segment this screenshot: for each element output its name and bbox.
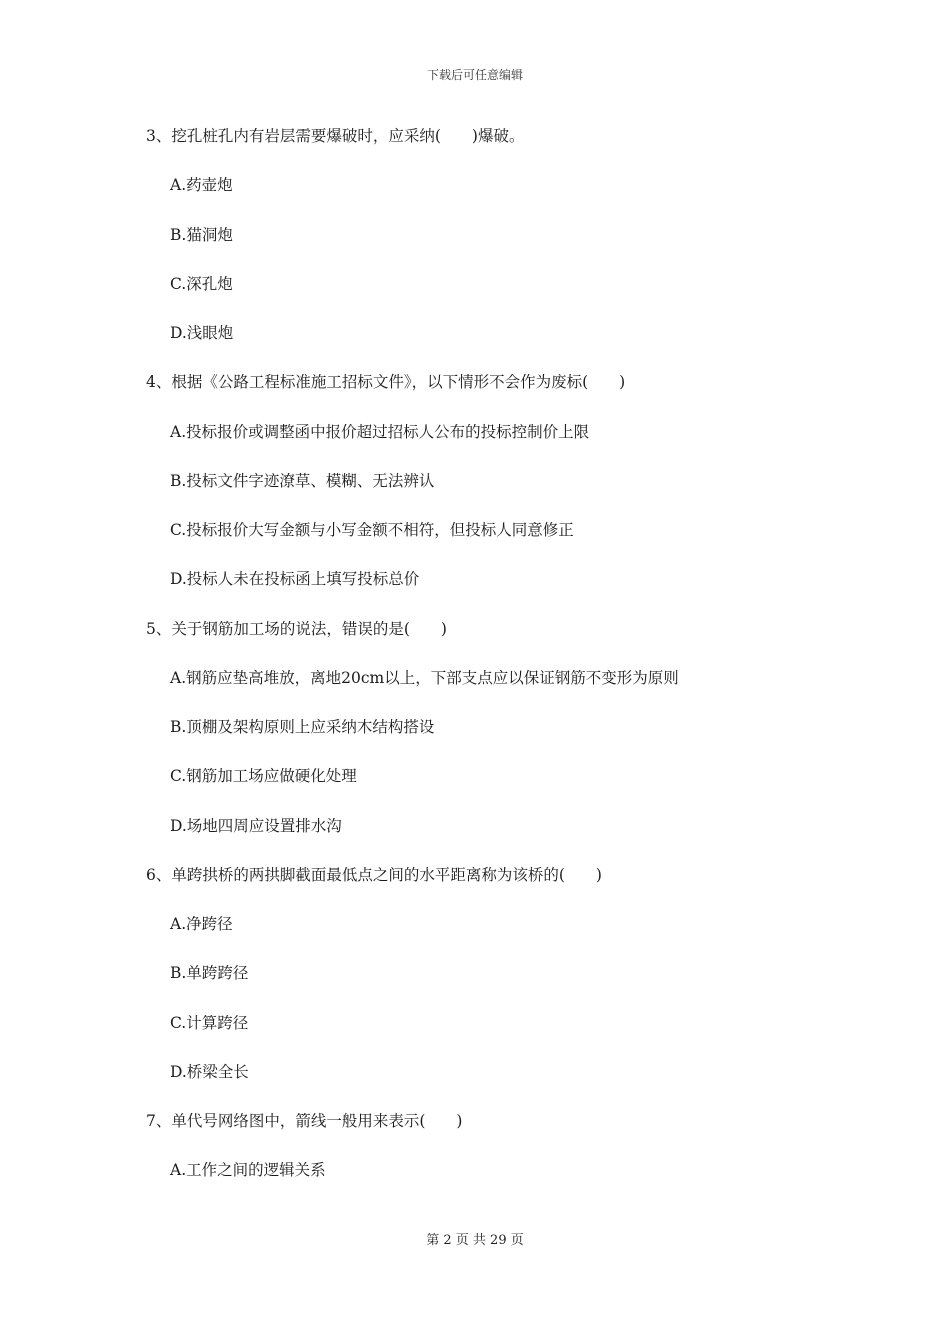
question-text: 3、挖孔桩孔内有岩层需要爆破时，应采纳( )爆破。 bbox=[146, 127, 525, 145]
answer-option: B.投标文件字迹潦草、模糊、无法辨认 bbox=[170, 471, 435, 490]
answer-option: B.顶棚及架构原则上应采纳木结构搭设 bbox=[170, 718, 435, 736]
question-text: 5、关于钢筋加工场的说法，错误的是( ) bbox=[146, 619, 447, 638]
answer-option: A.净跨径 bbox=[170, 915, 233, 933]
answer-option: A.投标报价或调整函中报价超过招标人公布的投标控制价上限 bbox=[170, 422, 590, 441]
answer-option: A.工作之间的逻辑关系 bbox=[170, 1161, 326, 1180]
question-text: 6、单跨拱桥的两拱脚截面最低点之间的水平距离称为该桥的( ) bbox=[146, 865, 602, 884]
answer-option: C.深孔炮 bbox=[170, 274, 233, 293]
answer-option: A.药壶炮 bbox=[170, 176, 233, 195]
answer-option: D.场地四周应设置排水沟 bbox=[170, 816, 342, 835]
answer-option: A.钢筋应垫高堆放，离地20cm以上，下部支点应以保证钢筋不变形为原则 bbox=[170, 668, 679, 687]
answer-option: B.单跨跨径 bbox=[170, 964, 249, 983]
question-text: 4、根据《公路工程标准施工招标文件》，以下情形不会作为废标( ) bbox=[146, 373, 626, 392]
page-footer: 第 2 页 共 29 页 bbox=[426, 1233, 524, 1248]
answer-option: B.猫洞炮 bbox=[170, 225, 233, 244]
answer-option: D.投标人未在投标函上填写投标总价 bbox=[170, 570, 420, 589]
question-text: 7、单代号网络图中，箭线一般用来表示( ) bbox=[146, 1112, 463, 1130]
question-list bbox=[0, 123, 950, 1207]
page-header: 下载后可任意编辑 bbox=[426, 68, 523, 82]
answer-option: C.投标报价大写金额与小写金额不相符，但投标人同意修正 bbox=[170, 521, 574, 539]
answer-option: C.计算跨径 bbox=[170, 1013, 249, 1032]
answer-option: C.钢筋加工场应做硬化处理 bbox=[170, 767, 357, 786]
answer-option: D.桥梁全长 bbox=[170, 1062, 249, 1081]
answer-option: D.浅眼炮 bbox=[170, 324, 234, 342]
